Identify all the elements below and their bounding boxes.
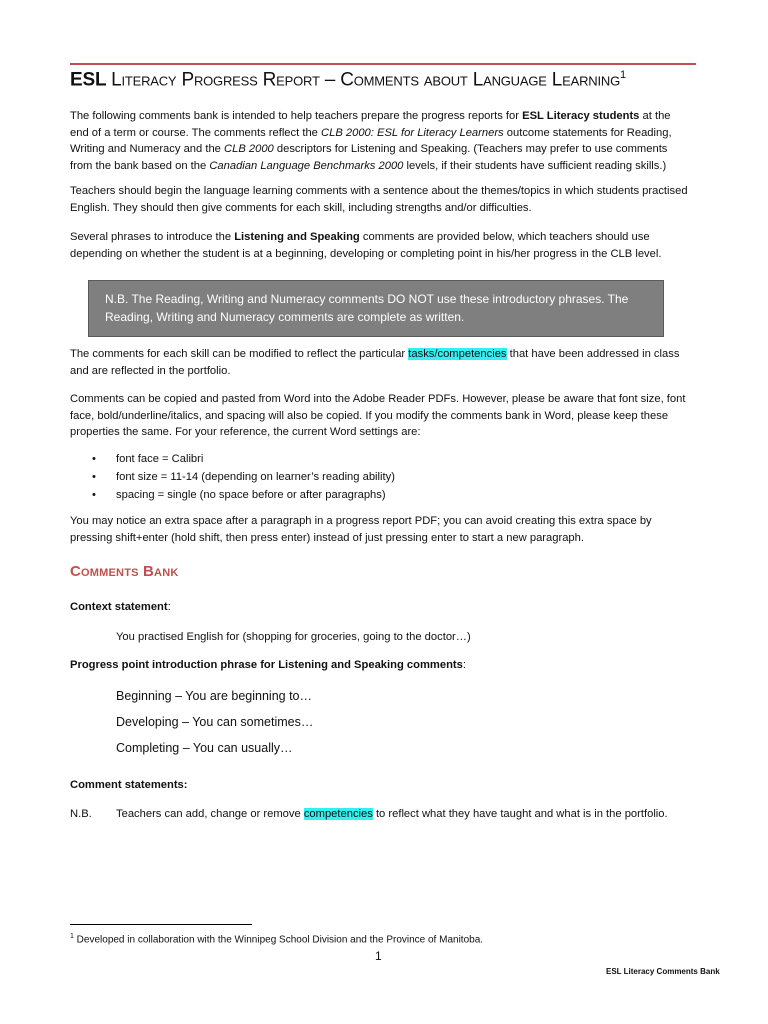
p3-bold-listening-speaking: Listening and Speaking — [234, 231, 360, 243]
p1-italic-clb2000: CLB 2000 — [224, 143, 274, 156]
nb-marker: N.B. — [70, 808, 92, 820]
p1-text-a: The following comments bank is intended to help teachers prepare the progress reports for — [70, 110, 523, 122]
p3-text-c: comments are provided below, which teachers should use depending on whether the student is at a beginning, developing or completing point in his/her progress in the CLB level. — [70, 231, 662, 260]
nb-text-b: to reflect what they have taught and what is in the portfolio. — [372, 808, 668, 820]
copy-paste-paragraph: Comments can be copied and pasted from Word into the Adobe Reader PDFs. However, please be aware that font size, font face, bold/underline/italics, and spacing will also be copied. If you modify the comments bank in Word, please keep these properties the same. For your reference, the current Word settings are: — [70, 393, 686, 439]
p1-italic-clb-literacy: CLB 2000: ESL for Literacy Learners — [321, 126, 504, 139]
p3-text-a: Several phrases to introduce the — [70, 231, 235, 243]
list-item: • font size = 11-14 (depending on learner’s reading ability) — [70, 468, 395, 486]
progress-point-label: Progress point introduction phrase for Listening and Speaking comments: — [70, 659, 466, 671]
title-footnote-marker: 1 — [620, 69, 626, 81]
p1-bold-esl-literacy: ESL Literacy students — [522, 110, 640, 122]
context-label-text: Context statement — [70, 601, 168, 613]
settings-list — [70, 450, 395, 504]
highlight-tasks-competencies: tasks/competencies — [408, 348, 507, 360]
p4-text-a: The comments for each skill can be modified to reflect the particular — [70, 348, 409, 360]
extra-space-paragraph: You may notice an extra space after a paragraph in a progress report PDF; you can avoid creating this extra space by pressing shift+enter (hold shift, then press enter) instead of just pressing enter to start a new paragraph. — [70, 515, 652, 544]
p1-text-c: at the end of a term or course. The comments reflect the — [70, 110, 671, 139]
p1-text-e: outcome statements for Reading, Writing and Numeracy and the — [70, 126, 672, 156]
progress-item-beginning: Beginning – You are beginning to… — [116, 689, 312, 703]
footnote-text: Developed in collaboration with the Winnipeg School Division and the Province of Manitoba. — [73, 934, 484, 946]
p1-text-g: descriptors for Listening and Speaking. (Teachers may prefer to use comments from the bank based on the — [70, 143, 668, 172]
progress-item-developing: Developing – You can sometimes… — [116, 715, 314, 729]
progress-item-completing: Completing – You can usually… — [116, 741, 293, 755]
list-item: • spacing = single (no space before or after paragraphs) — [70, 486, 395, 504]
listening-speaking-paragraph — [70, 229, 690, 262]
highlight-competencies: competencies — [303, 808, 373, 820]
title-lead: ESL — [70, 69, 112, 91]
modify-comments-paragraph — [70, 346, 690, 379]
nb-text-a: Teachers can add, change or remove — [116, 808, 304, 820]
comments-bank-heading: Comments Bank — [70, 563, 179, 580]
themes-paragraph: Teachers should begin the language learning comments with a sentence about the themes/topics in which students practised English. They should then give comments for each skill, including strengths and/or difficulties. — [70, 185, 688, 214]
p1-text-i: levels, if their students have sufficient reading skills.) — [403, 159, 667, 172]
comment-statements-label: Comment statements: — [70, 779, 188, 791]
list-item: • font face = Calibri — [70, 450, 395, 468]
footnote-separator — [70, 924, 252, 925]
title-rest: Literacy Progress Report – Comments about Language Learning — [111, 69, 620, 91]
footnote-marker: 1 — [70, 933, 74, 940]
context-statement-label: Context statement: — [70, 601, 171, 613]
note-box: N.B. The Reading, Writing and Numeracy comments DO NOT use these introductory phrases. The Reading, Writing and Numeracy comments are complete as written. — [88, 280, 664, 337]
footer-label: ESL Literacy Comments Bank — [606, 967, 720, 976]
footnote — [70, 933, 483, 945]
title-rule — [70, 63, 696, 65]
progress-label-text: Progress point introduction phrase for Listening and Speaking comments — [70, 659, 463, 671]
context-statement-text: You practised English for (shopping for groceries, going to the doctor…) — [116, 631, 471, 643]
p1-italic-benchmarks: Canadian Language Benchmarks 2000 — [209, 159, 404, 172]
page-number: 1 — [375, 949, 382, 963]
page-title — [70, 69, 710, 91]
nb-competencies-line — [70, 808, 668, 820]
intro-paragraph — [70, 108, 690, 174]
p4-text-b: that have been addressed in class and are reflected in the portfolio. — [70, 348, 680, 377]
